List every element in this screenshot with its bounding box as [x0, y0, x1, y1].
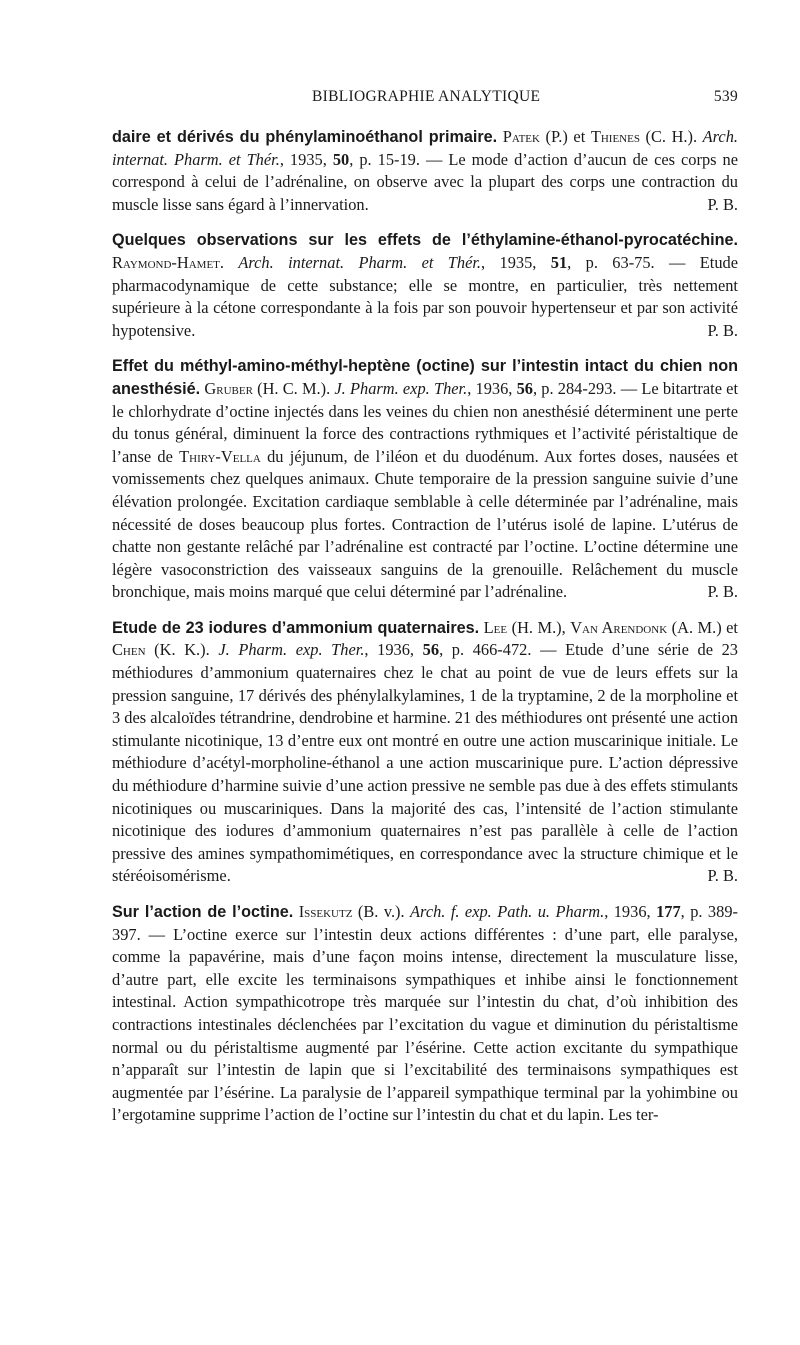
entry-2: Quelques observations sur les effets de l’éthylamine-éthanol-pyrocatéchine. Raymond-Hamet. Arch. internat. Pharm. et Thér., 1935, 51, p. 63-75. — Etude pharmacodynamique de cette substance; elle se montre, en particulier, très nettement supérieure à la cétone correspondante à la fois par son pouvoir hypertenseur et par son activité hypotensive. P. B.: [112, 229, 738, 342]
author: Lee: [483, 617, 508, 637]
entry-heading: Sur l’action de l’octine.: [112, 903, 294, 921]
volume: 56: [516, 378, 533, 398]
abstract-text: Le mode d’action d’aucun de ces corps ne correspond à celui de l’adrénaline, on observe avec la plupart des corps une contraction du muscle lisse sans égard à l’innervation.: [112, 149, 739, 214]
entry-heading: Etude de 23 iodures d’ammonium quaternaires.: [112, 618, 480, 637]
signature: P. B.: [707, 582, 738, 602]
named-method: Thiry-Vella: [179, 446, 261, 466]
abstract-text: Etude pharmacodynamique de cette substance; elle se montre, en particulier, très nettement supérieure à la cétone correspondante à la fois par son pouvoir hypertenseur et par son activité hypotensive.: [112, 252, 739, 340]
article-body: [112, 126, 738, 1127]
abstract-text: L’octine exerce sur l’intestin deux actions différentes : d’une part, elle paralyse, comme la papavérine, mais d’une façon moins intense, directement la musculature lisse, d’autre part, elle excite les terminaisons sympathiques et inhibe ainsi le fonctionnement intestinal. Action sympathicotrope très marquée sur l’intestin du chat, d’où inhibition des contractions intestinales déclenchées par l’excitation du vague et diminution du péristaltisme normal ou du péristaltisme augmenté par l’ésérine. Cette action excitante du sympathique n’apparaît sur l’intestin de lapin que si l’excitabilité des terminaisons sympathiques est augmentée par l’ésérine. La paralysie de l’appareil sympathique terminal par la yohimbine ou l’ergotamine supprime l’action de l’octine sur l’intestin du chat et du lapin. Les ter-: [112, 924, 738, 1125]
entry-3: Effet du méthyl-amino-méthyl-heptène (octine) sur l’intestin intact du chien non anesthésié. Gruber (H. C. M.). J. Pharm. exp. Ther., 1936, 56, p. 284-293. — Le bitartrate et le chlorhydrate d’octine injectés dans les veines du chien non anesthésié déterminent une perte du tonus général, diminuent la force des contractions rythmiques et l’activité péristaltique de l’anse de Thiry-Vella du jéjunum, de l’iléon et du duodénum. Aux fortes doses, nausées et vomissements chez quelques animaux. Chute temporaire de la pression sanguine suivie d’une élévation prolongée. Excitation cardiaque semblable à celle déterminée par l’adrénaline, mais nécessité de doses beaucoup plus fortes. Contraction de l’utérus isolé de lapine. L’utérus de chatte non gestante relâché par l’adrénaline est contracté par l’octine. L’octine détermine une légère vasoconstriction des vaisseaux sanguins de la grenouille. Relâchement du muscle bronchique, mais moins marqué que celui déterminé par l’adrénaline. P. B.: [112, 355, 738, 604]
author: Patek: [502, 127, 540, 146]
author: Gruber: [204, 378, 253, 398]
running-title: BIBLIOGRAPHIE ANALYTIQUE: [312, 88, 541, 105]
signature: P. B.: [707, 866, 738, 886]
journal: Arch. internat. Pharm. et Thér.: [238, 252, 482, 272]
signature: P. B.: [707, 194, 738, 214]
volume: 50: [332, 149, 350, 169]
running-header: [112, 88, 738, 108]
entry-5: Sur l’action de l’octine. Issekutz (B. v.). Arch. f. exp. Path. u. Pharm., 1936, 177, p. 389-397. — L’octine exerce sur l’intestin deux actions différentes : d’une part, elle paralyse, comme la papavérine, mais d’une façon moins intense, directement la musculature lisse, d’autre part, elle excite les terminaisons sympathiques et inhibe ainsi le fonctionnement intestinal. Action sympathicotrope très marquée sur l’intestin du chat, d’où inhibition des contractions intestinales déclenchées par l’excitation du vague et diminution du péristaltisme normal ou du péristaltisme augmenté par l’ésérine. Cette action excitante du sympathique n’apparaît sur l’intestin de lapin que si l’excitabilité des terminaisons sympathiques est augmentée par l’ésérine. La paralysie de l’appareil sympathique terminal par la yohimbine ou l’ergotamine supprime l’action de l’octine sur l’intestin du chat et du lapin. Les ter-: [112, 902, 738, 1125]
author: Van Arendonk: [570, 617, 668, 637]
journal: Arch. internat. Pharm. et Thér.: [112, 127, 738, 169]
author: Issekutz: [298, 902, 353, 921]
journal: Arch. f. exp. Path. u. Pharm.: [410, 902, 605, 921]
abstract-text: Etude d’une série de 23 méthiodures d’ammonium quaternaires chez le chat au point de vue de leurs effets sur la pression sanguine, 17 dérivés des phénylalkylamines, 1 de la tryptamine, 2 de la morpholine et 3 des alcaloïdes tétrandrine, dendrobine et harmine. 21 des méthiodures ont présenté une action stimulante nicotinique, 13 d’entre eux ont montré en outre une action muscarinique initiale. Le méthiodure d’acétyl-morpholine-éthanol a une action muscarinique pure. L’action dépressive du méthiodure d’harmine suivie d’une action pressive ne semble pas due à des effets stimulants nicotiniques ou muscariniques. Dans la majorité des cas, l’intensité de l’action stimulante nicotinique des iodures d’ammonium quaternaires n’est pas parallèle à celle de l’action pressive des amines sympathomimétiques, en correspondance avec la structure chimique et le stéréoisomérisme.: [112, 640, 739, 886]
entry-1: daire et dérivés du phénylaminoéthanol primaire. Patek (P.) et Thienes (C. H.). Arch. internat. Pharm. et Thér., 1935, 50, p. 15-19. — Le mode d’action d’aucun de ces corps ne correspond à celui de l’adrénaline, on observe avec la plupart des corps une contraction du muscle lisse sans égard à l’innervation. P. B.: [112, 126, 738, 216]
signature: P. B.: [707, 320, 738, 340]
author: Thienes: [590, 127, 640, 146]
volume: 51: [550, 252, 568, 272]
abstract-text: du jéjunum, de l’iléon et du duodénum. Aux fortes doses, nausées et vomissements chez quelques animaux. Chute temporaire de la pression sanguine suivie d’une élévation prolongée. Excitation cardiaque semblable à celle déterminée par l’adrénaline, mais nécessité de doses beaucoup plus fortes. Contraction de l’utérus isolé de lapine. L’utérus de chatte non gestante relâché par l’adrénaline est contracté par l’octine. L’octine détermine une légère vasoconstriction des vaisseaux sanguins de la grenouille. Relâchement du muscle bronchique, mais moins marqué que celui déterminé par l’adrénaline.: [112, 446, 738, 602]
volume: 177: [656, 902, 681, 921]
author: Raymond-Hamet: [112, 252, 220, 272]
page-number: 539: [713, 88, 738, 105]
abstract-text: Le bitartrate et le chlorhydrate d’octine injectés dans les veines du chien non anesthésié déterminent une perte du tonus général, diminuent la force des contractions rythmiques et l’activité péristaltique de l’anse de: [112, 378, 739, 466]
journal: J. Pharm. exp. Ther.: [334, 378, 468, 398]
volume: 56: [422, 640, 440, 660]
entry-4: Etude de 23 iodures d’ammonium quaternaires. Lee (H. M.), Van Arendonk (A. M.) et Chen (K. K.). J. Pharm. exp. Ther., 1936, 56, p. 466-472. — Etude d’une série de 23 méthiodures d’ammonium quaternaires chez le chat au point de vue de leurs effets sur la pression sanguine, 17 dérivés des phénylalkylamines, 1 de la tryptamine, 2 de la morpholine et 3 des alcaloïdes tétrandrine, dendrobine et harmine. 21 des méthiodures ont présenté une action stimulante nicotinique, 13 d’entre eux ont montré en outre une action muscarinique initiale. Le méthiodure d’acétyl-morpholine-éthanol a une action muscarinique pure. L’action dépressive du méthiodure d’harmine suivie d’une action pressive ne semble pas due à des effets stimulants nicotiniques ou muscariniques. Dans la majorité des cas, l’intensité de l’action stimulante nicotinique des iodures d’ammonium quaternaires n’est pas parallèle à celle de l’action pressive des amines sympathomimétiques, en correspondance avec la structure chimique et le stéréoisomérisme. P. B.: [112, 617, 738, 888]
entry-heading: daire et dérivés du phénylaminoéthanol primaire.: [112, 128, 498, 146]
journal: J. Pharm. exp. Ther.: [218, 640, 365, 660]
author: Chen: [112, 640, 146, 660]
entry-heading: Effet du méthyl-amino-méthyl-heptène (octine) sur l’intestin intact du chien non anesthésié.: [112, 357, 738, 398]
entry-heading: Quelques observations sur les effets de l’éthylamine-éthanol-pyrocatéchine.: [112, 231, 738, 250]
